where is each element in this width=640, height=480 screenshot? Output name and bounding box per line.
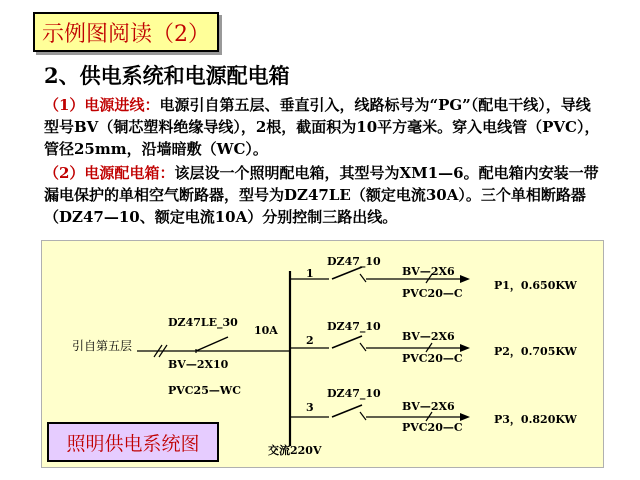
circuit-breaker-label-3: DZ47_10	[327, 387, 381, 400]
circuit-wire-label-2: BV—2X6	[402, 330, 455, 343]
paragraph-lead: （1）电源进线：	[44, 96, 160, 114]
circuit-number-2: 2	[306, 334, 314, 347]
supply-label: 交流220V	[268, 444, 322, 457]
circuit-breaker-label-1: DZ47_10	[327, 255, 381, 268]
circuit-wire-label-3: BV—2X6	[402, 400, 455, 413]
arrow-head-2	[460, 344, 470, 352]
paragraph-text: 电源引自第五层、垂直引入，线路标号为“PG”（配电干线），导线型号BV（铜芯塑料绝缘导线），2根，截面积为10平方毫米。穿入电线管（PVC），管径25mm，沿墙暗敷（WC）。	[44, 96, 600, 158]
circuit-breaker-label-2: DZ47_10	[327, 320, 381, 333]
main-rating-label: 10A	[254, 324, 278, 337]
circuit-load-label-2: P2，0.705KW	[494, 345, 577, 358]
arrow-head-3	[460, 413, 470, 421]
supply-system-diagram	[41, 240, 604, 468]
incoming-wire-label: BV—2X10	[168, 358, 229, 371]
main-breaker-label: DZ47LE_30	[168, 316, 238, 329]
paragraph-lead: （2）电源配电箱：	[44, 164, 175, 182]
diagram-caption: 照明供电系统图	[47, 422, 219, 462]
arrow-head-1	[460, 275, 470, 283]
breaker-mark-3	[360, 412, 366, 420]
circuit-breaker-3	[332, 405, 362, 417]
source-label: 引自第五层	[72, 339, 133, 353]
circuit-wire-label-1: BV—2X6	[402, 265, 455, 278]
main-breaker-contact	[196, 337, 228, 351]
paragraph-power-inlet	[44, 94, 604, 160]
slide-title: 示例图阅读（2）	[33, 12, 219, 52]
circuit-breaker-1	[332, 267, 362, 279]
breaker-mark-2	[360, 343, 366, 351]
circuit-conduit-label-3: PVC20—C	[402, 421, 463, 434]
circuit-conduit-label-1: PVC20—C	[402, 287, 463, 300]
section-heading: 2、供电系统和电源配电箱	[44, 63, 290, 88]
circuit-number-1: 1	[306, 267, 314, 280]
incoming-conduit-label: PVC25—WC	[168, 384, 241, 397]
circuit-load-label-1: P1，0.650KW	[494, 279, 577, 292]
circuit-load-label-3: P3，0.820KW	[494, 413, 577, 426]
circuit-breaker-2	[332, 336, 362, 348]
paragraph-text: 该层设一个照明配电箱，其型号为XM1—6。配电箱内安装一带漏电保护的单相空气断路器，型号为DZ47LE（额定电流30A）。三个单相断路器（DZ47—10、额定电流10A）分别控制三路出线。	[44, 164, 599, 226]
breaker-mark-1	[360, 274, 366, 282]
circuit-conduit-label-2: PVC20—C	[402, 352, 463, 365]
circuit-number-3: 3	[306, 401, 314, 414]
paragraph-distribution-box	[44, 162, 604, 228]
